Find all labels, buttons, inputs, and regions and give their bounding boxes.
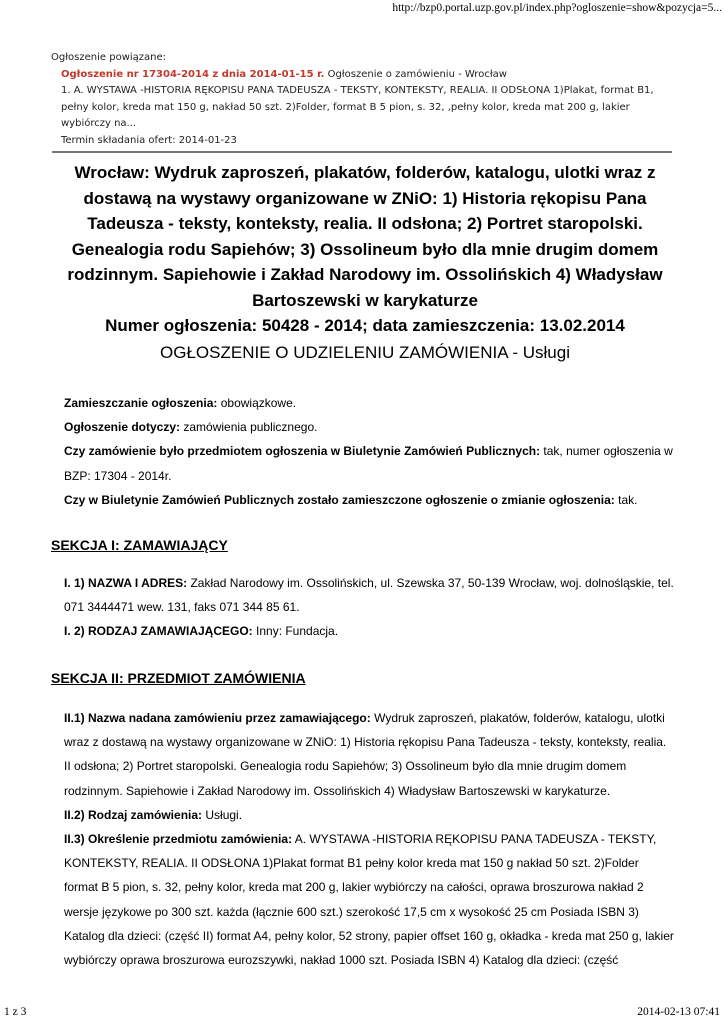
intro-change	[64, 488, 676, 512]
divider	[52, 151, 672, 153]
intro-placement	[64, 391, 676, 415]
s2-kind	[64, 803, 676, 827]
s1-kind	[64, 619, 676, 643]
intro-block	[64, 391, 676, 512]
concerns-label: Ogłoszenie dotyczy:	[64, 420, 181, 435]
s1-kind-value: Inny: Fundacja.	[252, 624, 339, 639]
related-link-line	[51, 67, 671, 84]
s2-name-label: II.1) Nazwa nadana zamówieniu przez zamawiającego:	[64, 711, 371, 725]
s1-name-label: I. 1) NAZWA I ADRES:	[64, 576, 188, 590]
notice-number-line: Numer ogłoszenia: 50428 - 2014; data zamieszczenia: 13.02.2014	[105, 316, 625, 335]
page-counter: 1 z 3	[4, 1006, 27, 1018]
print-timestamp: 2014-02-13 07:41	[637, 1006, 720, 1018]
placement-label: Zamieszczanie ogłoszenia:	[64, 396, 218, 410]
change-label: Czy w Biuletynie Zamówień Publicznych zostało zamieszczone ogłoszenie o zmianie ogłoszenia:	[64, 492, 615, 507]
s1-name-value: Zakład Narodowy im. Ossolińskich, ul. Szewska 37, 50-139 Wrocław, woj. dolnośląskie, tel. 071 3444471 wew. 131, faks 071 344 85 61.	[64, 576, 674, 615]
s2-name	[64, 706, 676, 803]
section2-block	[64, 706, 676, 972]
related-link-suffix: Ogłoszenie o zamówieniu - Wrocław	[324, 68, 507, 80]
print-url-header: http://bzp0.portal.uzp.gov.pl/index.php?ogloszenie=show&pozycja=5...	[392, 2, 722, 14]
s1-kind-label: I. 2) RODZAJ ZAMAWIAJĄCEGO:	[64, 624, 253, 639]
s2-kind-label: II.2) Rodzaj zamówienia:	[64, 807, 203, 822]
related-label: Ogłoszenie powiązane:	[51, 52, 167, 63]
placement-value: obowiązkowe.	[217, 396, 297, 410]
s2-desc-label: II.3) Określenie przedmiotu zamówienia:	[64, 832, 293, 847]
intro-bzp	[64, 439, 676, 487]
related-notice	[51, 50, 671, 149]
change-value: tak.	[614, 492, 638, 507]
notice-type-main: OGŁOSZENIE O UDZIELENIU ZAMÓWIENIA	[160, 343, 508, 362]
related-notice-link[interactable]: Ogłoszenie nr 17304-2014 z dnia 2014-01-15 r.	[61, 68, 325, 80]
s2-name-value: Wydruk zaproszeń, plakatów, folderów, katalogu, ulotki wraz z dostawą na wystawy organizowane w ZNiO: 1) Historia rękopisu Pana Tadeusza - teksty, konteksty, realia. II odsłona; 2) Portret staropolski. Genealogia rodu Sapiehów; 3) Ossolineum było dla mnie drugim domem rodzinnym. Sapiehowie i Zakład Narodowy im. Ossolińskich 4) Władysław Bartoszewski w karykaturze.	[64, 711, 667, 798]
related-description: 1. A. WYSTAWA -HISTORIA RĘKOPISU PANA TADEUSZA - TEKSTY, KONTEKSTY, REALIA. II ODSŁONA 1)Plakat, format B1, pełny kolor, kreda mat 150 g, nakład 50 szt. 2)Folder, format B 5 pion, s. 32, ,pełny kolor, kreda mat 200 g, lakier wybiórczy na...	[61, 85, 654, 129]
bzp-value: tak, numer ogłoszenia w BZP: 17304 - 2014r.	[64, 444, 673, 483]
s2-desc-value: A. WYSTAWA -HISTORIA RĘKOPISU PANA TADEUSZA - TEKSTY, KONTEKSTY, REALIA. II ODSŁONA 1)Plakat format B1 pełny kolor kreda mat 150 g nakład 50 szt. 2)Folder format B 5 pion, s. 32, pełny kolor, kreda mat 200 g, lakier wybiórczy na całości, oprawa broszurowa nakład 2 wersje językowe po 300 szt. każda (łącznie 600 szt.) szerokość 17,5 cm x wysokość 25 cm Posiada ISBN 3) Katalog dla dzieci: (część II) format A4, pełny kolor, 52 strony, papier offset 160 g, okładka - kreda mat 250 g, lakier wybiórczy oprawa broszurowa eurozszywki, nakład 1000 szt. Posiada ISBN 4) Katalog dla dzieci: (część	[64, 832, 674, 968]
section1-heading: SEKCJA I: ZAMAWIAJĄCY	[51, 537, 228, 553]
s2-kind-value: Usługi.	[202, 807, 243, 822]
intro-concerns	[64, 415, 676, 439]
notice-title: Wrocław: Wydruk zaproszeń, plakatów, folderów, katalogu, ulotki wraz z dostawą na wystawy organizowane w ZNiO: 1) Historia rękopisu Pana Tadeusza - teksty, konteksty, realia. II odsłona; 2) Portret staropolski. Genealogia rodu Sapiehów; 3) Ossolineum było dla mnie drugim domem rodzinnym. Sapiehowie i Zakład Narodowy im. Ossolińskich 4) Władysław Bartoszewski w karykaturze	[67, 163, 663, 310]
notice-type-line	[60, 340, 670, 365]
related-deadline: Termin składania ofert: 2014-01-23	[61, 134, 237, 146]
notice-type-suffix: - Usługi	[507, 343, 570, 362]
section1-block	[64, 571, 676, 644]
s2-description	[64, 827, 676, 972]
concerns-value: zamówienia publicznego.	[180, 420, 318, 435]
section2-heading: SEKCJA II: PRZEDMIOT ZAMÓWIENIA	[51, 670, 306, 686]
s1-name-address	[64, 571, 676, 619]
bzp-label: Czy zamówienie było przedmiotem ogłoszenia w Biuletynie Zamówień Publicznych:	[64, 444, 541, 459]
